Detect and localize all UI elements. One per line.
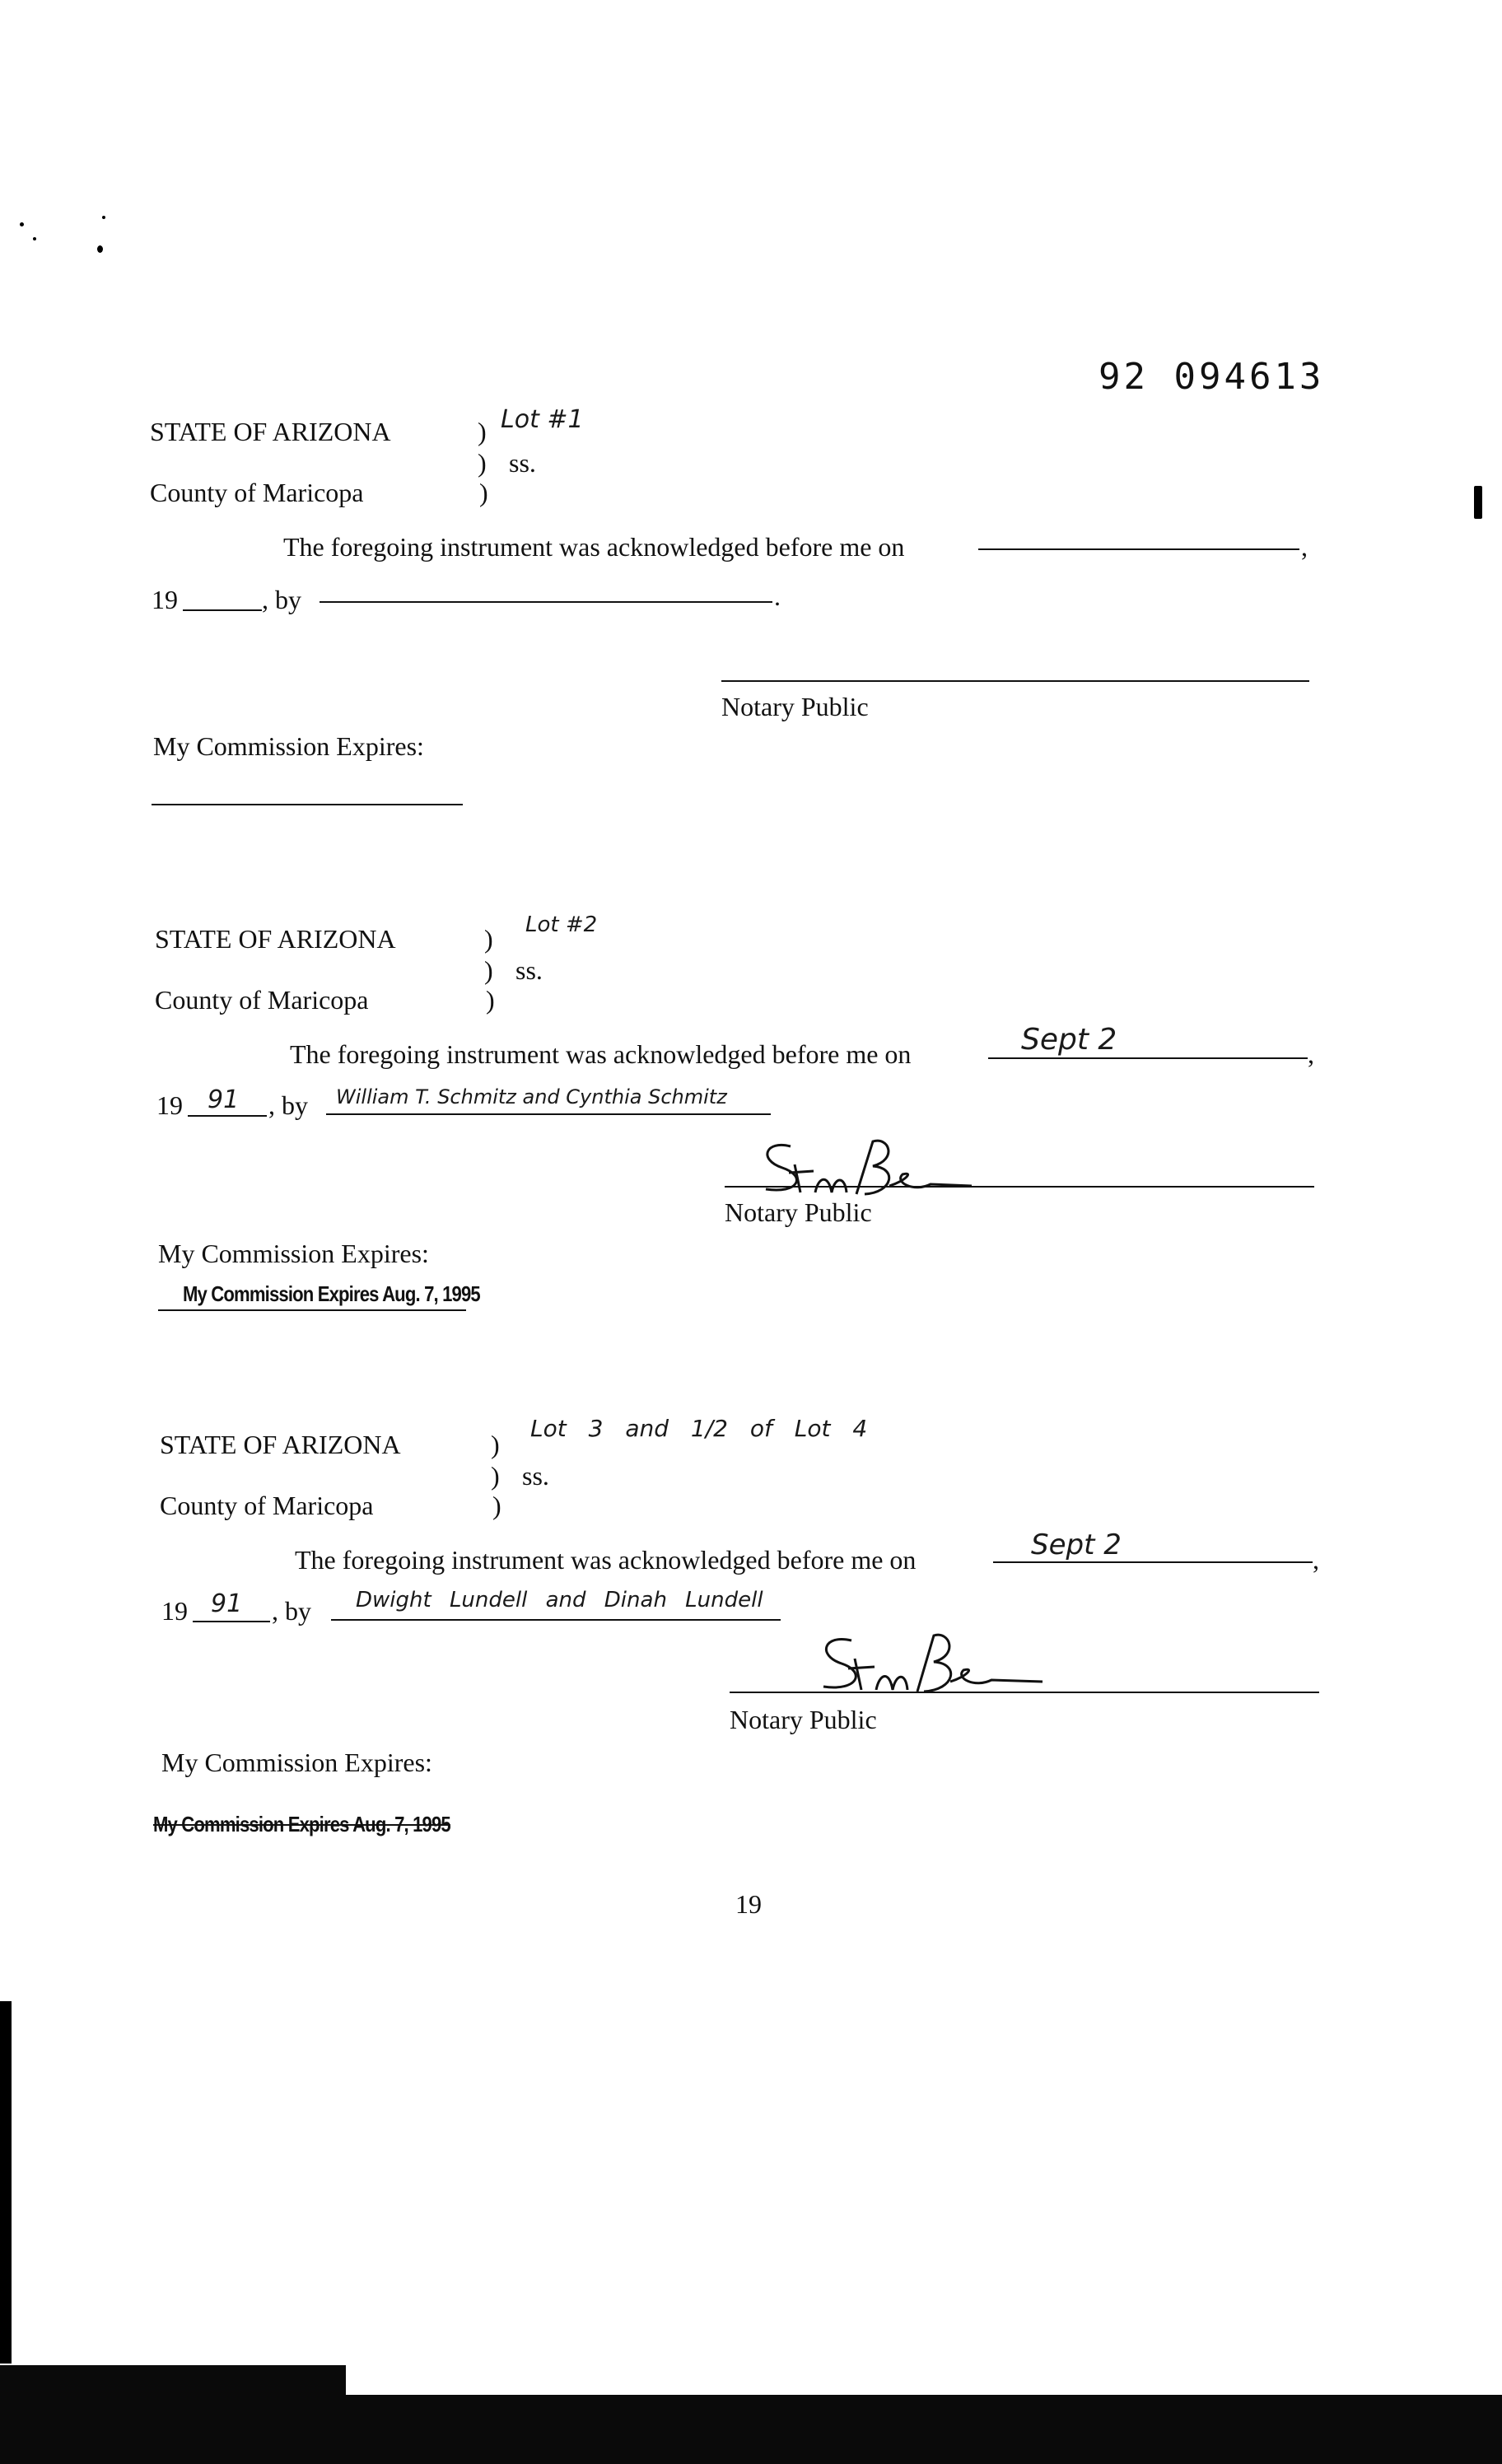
year-prefix: 19 — [156, 1090, 183, 1120]
signature-line — [721, 680, 1309, 682]
county-label: County of Maricopa — [160, 1491, 374, 1520]
commission-expires-label: My Commission Expires: — [153, 731, 424, 761]
comma: , — [1301, 532, 1308, 562]
paren: ) — [484, 955, 493, 985]
date-line — [993, 1561, 1313, 1563]
ss-label: ss. — [509, 448, 536, 478]
paren: ) — [486, 985, 495, 1015]
page-number: 19 — [735, 1889, 762, 1919]
commission-line — [152, 804, 463, 805]
lot-note: Lot #1 — [501, 405, 584, 434]
acknowledgment-statement: The foregoing instrument was acknowledged before me on — [295, 1545, 917, 1575]
by-label: , by — [272, 1596, 311, 1626]
year-line — [183, 609, 262, 611]
scan-speck — [1474, 486, 1482, 519]
comma: , — [1313, 1545, 1319, 1575]
county-label: County of Maricopa — [155, 985, 369, 1015]
year-prefix: 19 — [161, 1596, 188, 1626]
date-line — [978, 548, 1299, 550]
paren: ) — [478, 448, 487, 478]
paren: ) — [478, 417, 487, 446]
date-line — [988, 1057, 1308, 1059]
comma: , — [1308, 1039, 1314, 1069]
commission-line — [158, 1309, 466, 1311]
signature-line — [725, 1186, 1314, 1188]
notary-signature — [804, 1631, 1051, 1696]
scan-speck — [20, 222, 24, 226]
ss-label: ss. — [522, 1461, 549, 1491]
by-line — [326, 1113, 771, 1115]
notary-signature — [749, 1135, 980, 1201]
year-value: 91 — [208, 1085, 240, 1114]
scan-speck — [33, 237, 36, 240]
year-prefix: 19 — [152, 585, 178, 614]
state-label: STATE OF ARIZONA — [155, 924, 396, 954]
year-line — [188, 1115, 267, 1117]
state-label: STATE OF ARIZONA — [160, 1430, 401, 1459]
commission-expires-label: My Commission Expires: — [161, 1748, 432, 1777]
by-label: , by — [262, 585, 301, 614]
acknowledgment-statement: The foregoing instrument was acknowledged before me on — [283, 532, 905, 562]
paren: ) — [484, 924, 493, 954]
signature-line — [730, 1692, 1319, 1693]
state-label: STATE OF ARIZONA — [150, 417, 391, 446]
notary-public-label: Notary Public — [730, 1705, 877, 1734]
by-label: , by — [268, 1090, 308, 1120]
date-value: Sept 2 — [1021, 1023, 1117, 1057]
paren: ) — [479, 478, 488, 507]
notary-public-label: Notary Public — [721, 692, 869, 721]
ss-label: ss. — [515, 955, 543, 985]
year-line — [193, 1621, 270, 1622]
commission-stamp: My Commission Expires Aug. 7, 1995 — [183, 1281, 480, 1306]
by-value: William T. Schmitz and Cynthia Schmitz — [336, 1085, 727, 1108]
paren: ) — [492, 1491, 501, 1520]
document-number: 92 094613 — [1099, 356, 1325, 398]
county-label: County of Maricopa — [150, 478, 364, 507]
paren: ) — [491, 1430, 500, 1459]
lot-note: Lot 3 and 1/2 of Lot 4 — [530, 1415, 868, 1442]
date-value: Sept 2 — [1031, 1528, 1122, 1561]
year-value: 91 — [211, 1589, 243, 1618]
scan-edge-bottom — [0, 2365, 1502, 2464]
commission-expires-label: My Commission Expires: — [158, 1239, 429, 1268]
lot-note: Lot #2 — [525, 912, 598, 937]
paren: ) — [491, 1461, 500, 1491]
commission-stamp: My Commission Expires Aug. 7, 1995 — [153, 1812, 450, 1836]
notary-public-label: Notary Public — [725, 1197, 872, 1227]
scan-edge-left-lower — [0, 2001, 12, 2364]
by-value: Dwight Lundell and Dinah Lundell — [356, 1588, 763, 1612]
acknowledgment-statement: The foregoing instrument was acknowledged before me on — [290, 1039, 912, 1069]
scan-speck — [102, 216, 105, 219]
by-line — [331, 1619, 781, 1621]
by-line — [320, 601, 772, 603]
scan-speck — [97, 245, 103, 253]
period: . — [774, 581, 781, 611]
